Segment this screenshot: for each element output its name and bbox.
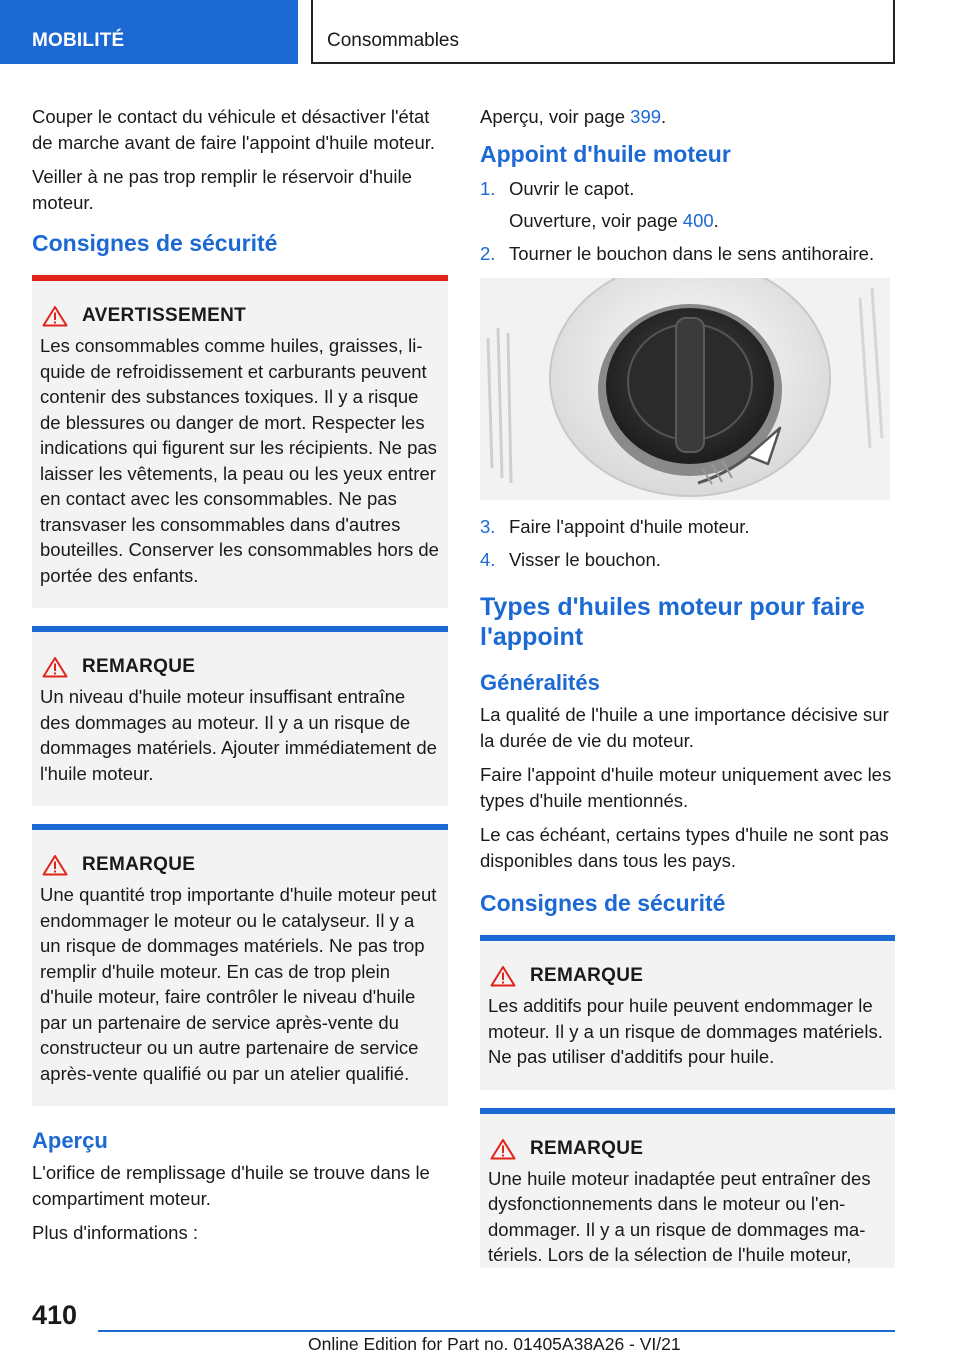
heading-appoint: Appoint d'huile moteur [480, 140, 731, 167]
left-column [32, 104, 448, 1255]
step-list [480, 514, 896, 572]
heading-apercu: Aperçu [32, 1128, 108, 1153]
list-item [480, 547, 896, 573]
right-column [480, 104, 896, 1282]
heading-safety: Consignes de sécurité [480, 890, 726, 916]
page-number: 410 [32, 1300, 78, 1330]
paragraph: Couper le contact du véhicule et désactiver l'état de marche avant de faire l'appoint d'huile moteur. [32, 106, 436, 153]
step-number: 1. [480, 177, 496, 199]
note-title: REMARQUE [82, 854, 196, 875]
note-text: Une quantité trop importante d'huile moteur peut endommager le moteur ou le catalyseur. Il y a un risque de dommages matériels. Ne pas trop remplir d'huile moteur. En cas de trop plein d'huile moteur, faire contrôler le niveau d'huile par un partenaire de service après-vente du constructeur ou un autre partenaire de service après-vente qualifié ou par un atelier qualifié. [40, 884, 437, 1084]
warning-triangle-icon [42, 656, 68, 678]
warning-triangle-icon [490, 965, 516, 987]
section-tab [0, 0, 298, 64]
note-box [480, 1108, 895, 1268]
step-reference: Ouverture, voir page 400. [509, 210, 719, 231]
warning-title: AVERTISSEMENT [82, 305, 247, 326]
heading-oil-types: Types d'huiles moteur pour faire l'appoint [480, 593, 865, 651]
step-list [480, 176, 896, 267]
warning-box [32, 275, 448, 608]
footer-divider [98, 1330, 895, 1332]
step-text: Tourner le bouchon dans le sens antihoraire. [509, 242, 875, 264]
list-item [480, 176, 896, 234]
note-box [480, 935, 895, 1090]
step-text: Visser le bouchon. [509, 548, 661, 570]
note-text: Les additifs pour huile peuvent endommager le moteur. Il y a un risque de dommages matériels. Ne pas utiliser d'additifs pour huile. [488, 995, 883, 1067]
warning-triangle-icon [42, 305, 68, 327]
step-number: 3. [480, 516, 496, 537]
oil-cap-illustration [480, 278, 890, 500]
step-text: Faire l'appoint d'huile moteur. [509, 516, 750, 537]
note-title: REMARQUE [530, 965, 644, 986]
warning-triangle-icon [42, 854, 68, 876]
list-item [480, 241, 896, 267]
paragraph: Faire l'appoint d'huile moteur uniquement avec les types d'huile mentionnés. [480, 764, 892, 811]
step-number: 4. [480, 548, 496, 570]
paragraph: Veiller à ne pas trop remplir le réservoir d'huile moteur. [32, 166, 412, 213]
paragraph: Plus d'informations : [32, 1222, 198, 1243]
note-box [32, 626, 448, 806]
step-text: Ouvrir le capot. [509, 177, 635, 199]
section-title: MOBILITÉ [32, 30, 125, 51]
warning-triangle-icon [490, 1138, 516, 1160]
step-number: 2. [480, 242, 496, 264]
heading-general: Généralités [480, 670, 600, 695]
note-title: REMARQUE [530, 1137, 644, 1159]
chapter-title: Consommables [327, 30, 459, 51]
paragraph: L'orifice de remplissage d'huile se trouve dans le compartiment moteur. [32, 1162, 430, 1209]
cross-reference: Aperçu, voir page 399. [480, 106, 667, 127]
paragraph: Le cas échéant, certains types d'huile ne sont pas disponibles dans tous les pays. [480, 824, 889, 871]
note-title: REMARQUE [82, 656, 196, 677]
heading-safety: Consignes de sécurité [32, 230, 278, 256]
paragraph: La qualité de l'huile a une importance décisive sur la durée de vie du moteur. [480, 704, 889, 751]
note-text: Une huile moteur inadaptée peut entraîner des dysfonctionnements dans le moteur ou l'endommager. Il y a un risque de dommages matériels. Lors de la sélection de l'huile moteur, [488, 1167, 871, 1265]
note-box [32, 824, 448, 1106]
footer-edition: Online Edition for Part no. 01405A38A26 - VI/21 [308, 1334, 681, 1354]
page-link[interactable]: 399 [630, 106, 662, 127]
note-text: Un niveau d'huile moteur insuffisant entraîne des dommages au moteur. Il y a un risque de dommages matériels. Ajouter immédiatement de l'huile moteur. [40, 686, 437, 784]
page-link[interactable]: 400 [682, 210, 714, 231]
warning-text: Les consommables comme huiles, graisses, liquide de refroidissement et carburants peuvent contenir des substances toxiques. Il y a risque de blessures ou danger de mort. Respecter les indications qui figurent sur les récipients. Ne pas laisser les vêtements, la peau ou les yeux entrer en contact avec les consommables. Ne pas transvaser les consommables dans d'autres bouteilles. Conserver les consommables hors de portée des enfants. [40, 335, 439, 586]
list-item [480, 514, 896, 540]
chapter-tab [311, 0, 895, 64]
